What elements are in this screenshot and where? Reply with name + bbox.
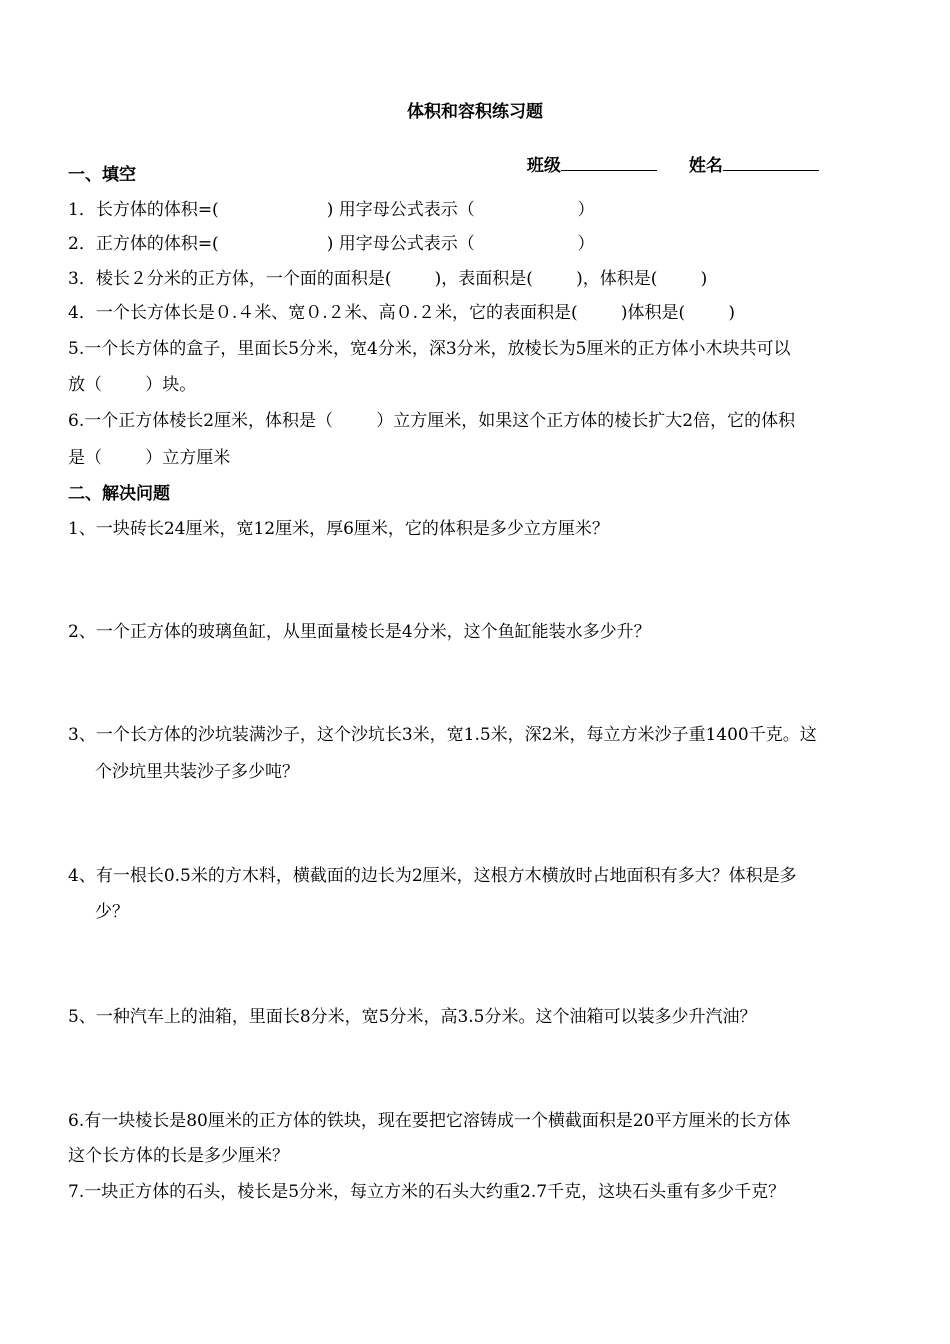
fill-question-1: 1．长方体的体积=( ) 用字母公式表示（ ） <box>68 200 595 220</box>
fill-question-6-line-2: 是（ ）立方厘米 <box>68 448 231 468</box>
name-blank[interactable] <box>723 154 819 171</box>
section-fill-in-heading: 一、填空 <box>68 165 136 185</box>
problem-3-line-1: 3、一个长方体的沙坑装满沙子，这个沙坑长3米，宽1.5米，深2米，每立方米沙子重1400千克。这 <box>68 725 817 745</box>
fill-question-3: 3．棱长２分米的正方体，一个面的面积是( )，表面积是( )，体积是( ) <box>68 269 708 289</box>
problem-1: 1、一块砖长24厘米，宽12厘米，厚6厘米，它的体积是多少立方厘米？ <box>68 519 609 539</box>
fill-question-2: 2．正方体的体积=( ) 用字母公式表示（ ） <box>68 234 595 254</box>
problem-4-line-2: 少？ <box>95 902 129 922</box>
problem-6-line-2: 这个长方体的长是多少厘米？ <box>68 1146 289 1166</box>
class-blank[interactable] <box>561 154 657 171</box>
problem-3-line-2: 个沙坑里共装沙子多少吨？ <box>95 762 299 782</box>
fill-question-4: 4．一个长方体长是０.４米、宽０.２米、高０.２米，它的表面积是( )体积是( ) <box>68 303 736 323</box>
class-label: 班级 <box>526 156 561 176</box>
section-problems-heading: 二、解决问题 <box>68 484 170 504</box>
problem-5: 5、一种汽车上的油箱，里面长8分米，宽5分米，高3.5分米。这个油箱可以装多少升汽油？ <box>68 1007 757 1027</box>
name-field <box>677 131 819 176</box>
class-field <box>515 131 657 176</box>
fill-question-5-line-2: 放（ ）块。 <box>68 375 197 395</box>
problem-4-line-1: 4、有一根长0.5米的方木料，横截面的边长为2厘米，这根方木横放时占地面积有多大？体积是多 <box>68 866 797 886</box>
page-title: 体积和容积练习题 <box>407 102 543 122</box>
fill-question-6-line-1: 6.一个正方体棱长2厘米，体积是（ ）立方厘米，如果这个正方体的棱长扩大2倍，它的体积 <box>68 411 796 431</box>
problem-2: 2、一个正方体的玻璃鱼缸，从里面量棱长是4分米，这个鱼缸能装水多少升？ <box>68 622 651 642</box>
problem-6-line-1: 6.有一块棱长是80厘米的正方体的铁块，现在要把它溶铸成一个横截面积是20平方厘米的长方体 <box>68 1111 791 1131</box>
name-label: 姓名 <box>688 156 723 176</box>
problem-7: 7.一块正方体的石头，棱长是5分米，每立方米的石头大约重2.7千克，这块石头重有多少千克？ <box>68 1182 786 1202</box>
fill-question-5-line-1: 5.一个长方体的盒子，里面长5分米，宽4分米，深3分米，放棱长为5厘米的正方体小木块共可以 <box>68 339 791 359</box>
